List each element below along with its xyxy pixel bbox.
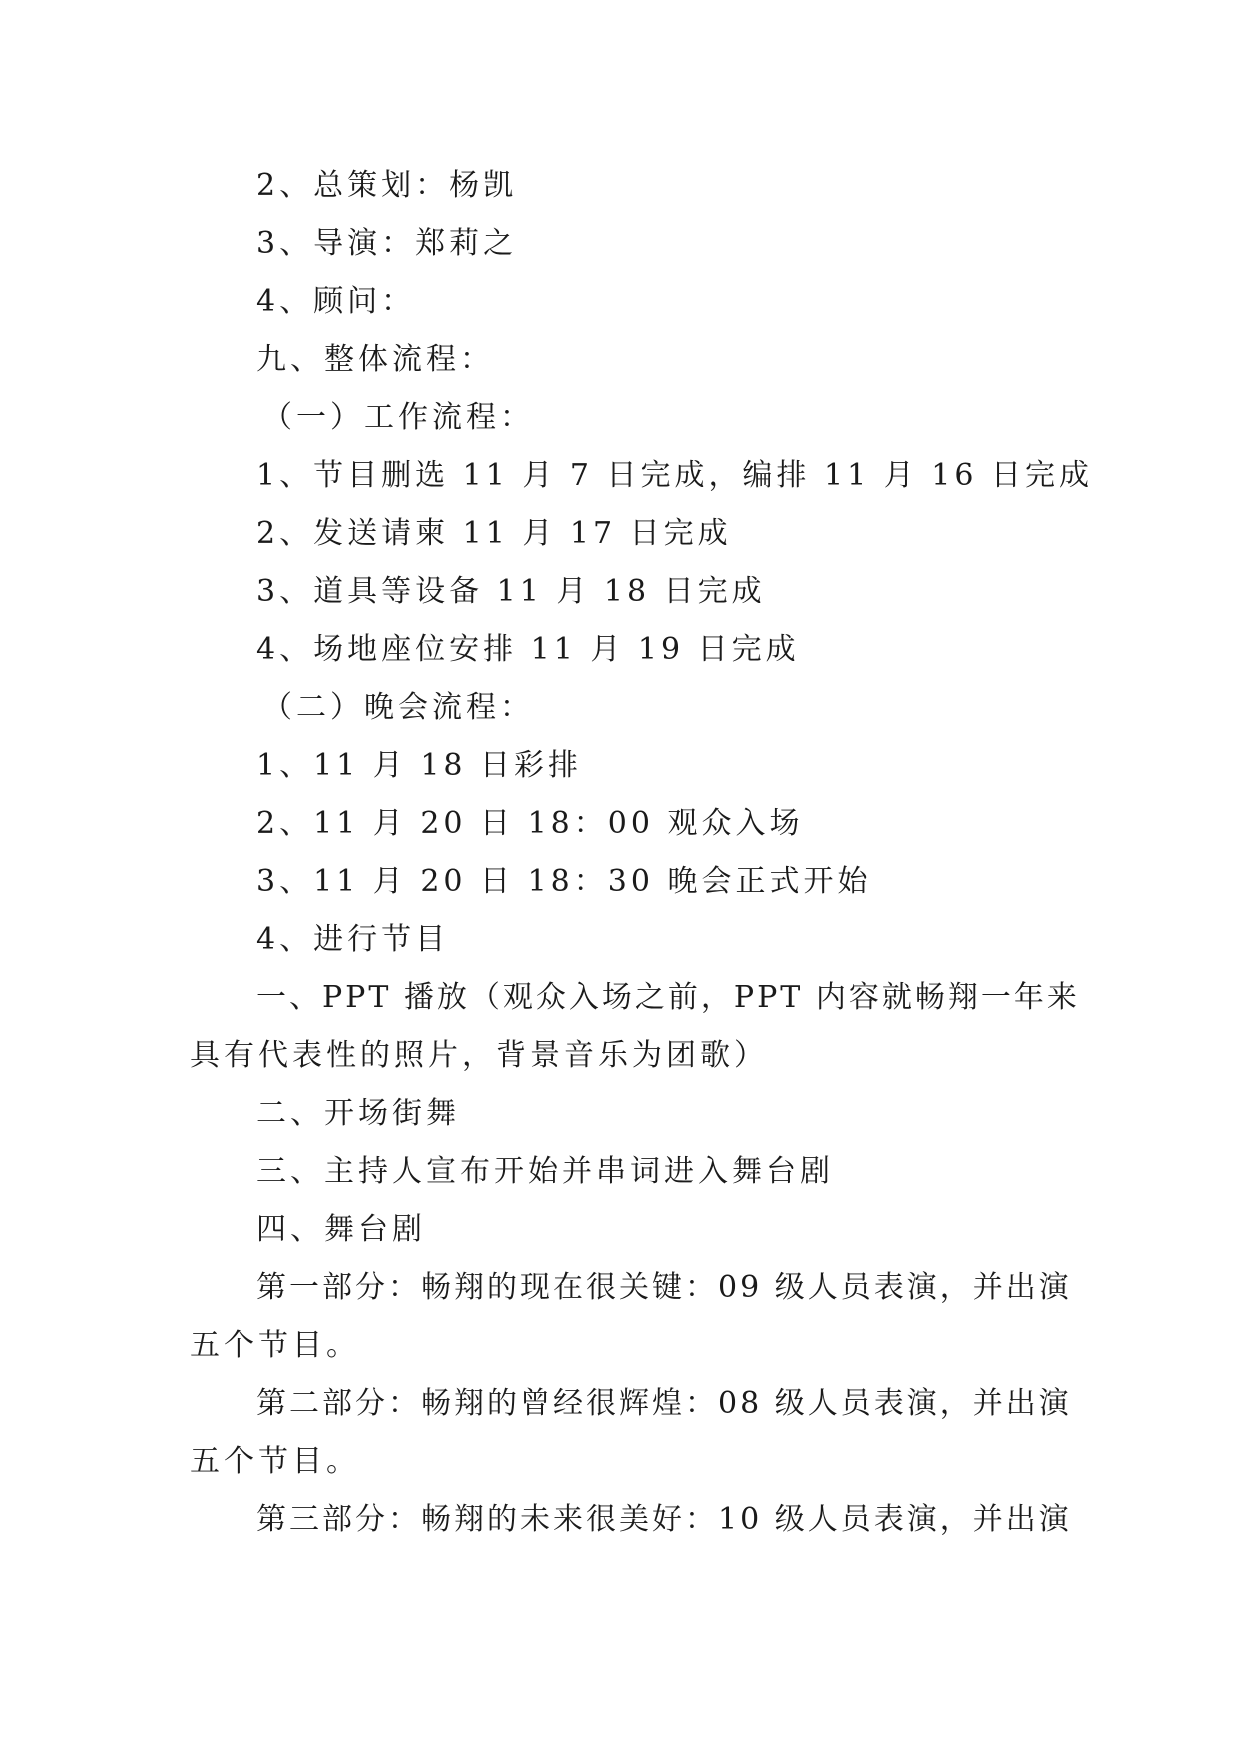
text-line: 第一部分：畅翔的现在很关键：09 级人员表演，并出演: [256, 1270, 1072, 1305]
text-line: 4、进行节目: [256, 922, 450, 957]
text-line: 4、顾问：: [256, 284, 416, 319]
text-line: 2、总策划：杨凯: [256, 168, 518, 203]
text-line: 一、PPT 播放（观众入场之前，PPT 内容就畅翔一年来: [256, 980, 1080, 1015]
text-line: 3、11 月 20 日 18：30 晚会正式开始: [256, 864, 872, 899]
text-line: 第三部分：畅翔的未来很美好：10 级人员表演，并出演: [256, 1502, 1072, 1537]
text-line: 2、11 月 20 日 18：00 观众入场: [256, 806, 804, 841]
text-line: 3、导演：郑莉之: [256, 226, 518, 261]
subsection-heading: （一）工作流程：: [262, 400, 534, 435]
text-line: 四、舞台剧: [256, 1212, 426, 1247]
text-line: 三、主持人宣布开始并串词进入舞台剧: [256, 1154, 834, 1189]
text-line: 具有代表性的照片，背景音乐为团歌）: [190, 1038, 768, 1073]
text-line: 第二部分：畅翔的曾经很辉煌：08 级人员表演，并出演: [256, 1386, 1072, 1421]
text-line: 二、开场街舞: [256, 1096, 460, 1131]
section-heading: 九、整体流程：: [256, 342, 494, 377]
text-line: 2、发送请柬 11 月 17 日完成: [256, 516, 732, 551]
text-line: 五个节目。: [190, 1328, 360, 1363]
text-line: 五个节目。: [190, 1444, 360, 1479]
text-line: 1、节目删选 11 月 7 日完成，编排 11 月 16 日完成: [256, 458, 1093, 493]
text-line: 4、场地座位安排 11 月 19 日完成: [256, 632, 800, 667]
text-line: 3、道具等设备 11 月 18 日完成: [256, 574, 766, 609]
text-line: 1、11 月 18 日彩排: [256, 748, 583, 783]
subsection-heading: （二）晚会流程：: [262, 690, 534, 725]
